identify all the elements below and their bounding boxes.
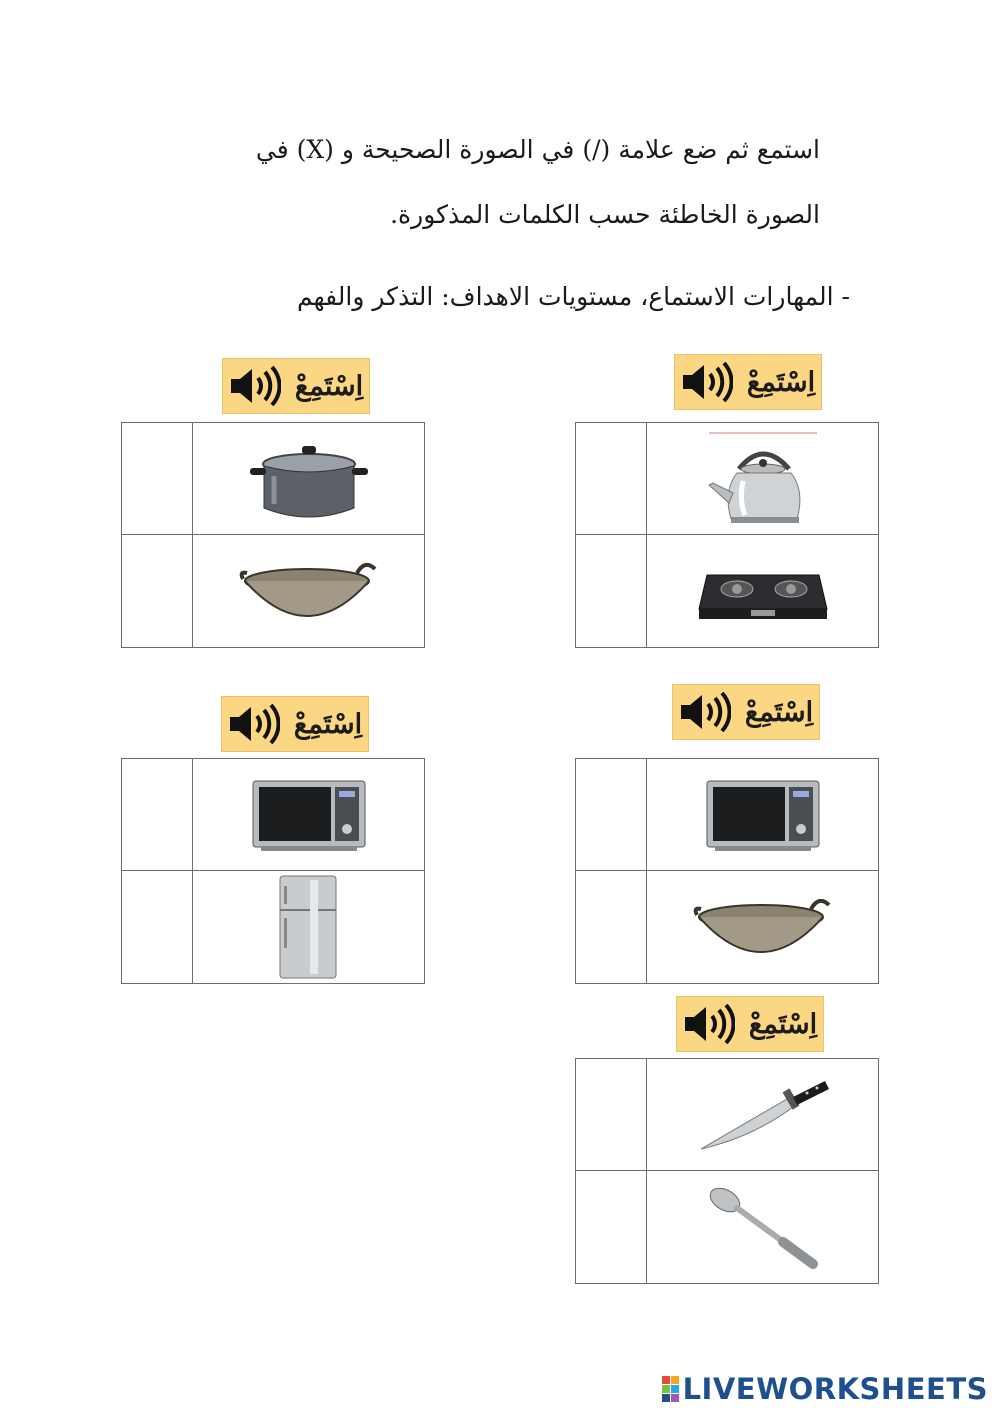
speaker-icon (683, 1004, 735, 1044)
listen-label: اِسْتَمِعْ (294, 370, 364, 402)
question-table-q2 (121, 422, 425, 648)
listen-label: اِسْتَمِعْ (744, 696, 814, 728)
answer-box[interactable] (576, 1171, 647, 1283)
brand-text: LIVEWORKSHEETS (682, 1372, 988, 1406)
answer-box[interactable] (122, 423, 193, 535)
question-table-q4 (121, 758, 425, 984)
answer-box[interactable] (122, 535, 193, 647)
question-table-q3 (575, 758, 879, 984)
listen-button-q4[interactable] (221, 696, 369, 752)
refrigerator-image (193, 871, 424, 983)
liveworksheets-logo (662, 1372, 988, 1406)
question-table-q1 (575, 422, 879, 648)
wok-image (647, 871, 878, 983)
answer-box[interactable] (576, 423, 647, 535)
spoon-image (647, 1171, 878, 1283)
listen-button-q2[interactable] (222, 358, 370, 414)
listen-button-q3[interactable] (672, 684, 820, 740)
speaker-icon (681, 362, 733, 402)
answer-box[interactable] (576, 535, 647, 647)
cooking-pot-image (193, 423, 424, 535)
answer-box[interactable] (576, 759, 647, 871)
listen-button-q1[interactable] (674, 354, 822, 410)
instruction-line-2: الصورة الخاطئة حسب الكلمات المذكورة. (390, 200, 820, 229)
answer-box[interactable] (122, 759, 193, 871)
wok-image (193, 535, 424, 647)
brand-icon (662, 1376, 679, 1402)
speaker-icon (229, 366, 281, 406)
kettle-image (647, 423, 878, 535)
knife-image (647, 1059, 878, 1171)
listen-button-q5[interactable] (676, 996, 824, 1052)
listen-label: اِسْتَمِعْ (293, 708, 363, 740)
microwave-image (647, 759, 878, 871)
speaker-icon (228, 704, 280, 744)
skills-line: - المهارات الاستماع، مستويات الاهداف: التذكر والفهم (296, 282, 850, 311)
listen-label: اِسْتَمِعْ (748, 1008, 818, 1040)
microwave-image (193, 759, 424, 871)
answer-box[interactable] (122, 871, 193, 983)
listen-label: اِسْتَمِعْ (746, 366, 816, 398)
instruction-line-1: استمع ثم ضع علامة (/) في الصورة الصحيحة و (X) في (255, 135, 820, 164)
gas-stove-image (647, 535, 878, 647)
answer-box[interactable] (576, 1059, 647, 1171)
speaker-icon (679, 692, 731, 732)
answer-box[interactable] (576, 871, 647, 983)
question-table-q5 (575, 1058, 879, 1284)
